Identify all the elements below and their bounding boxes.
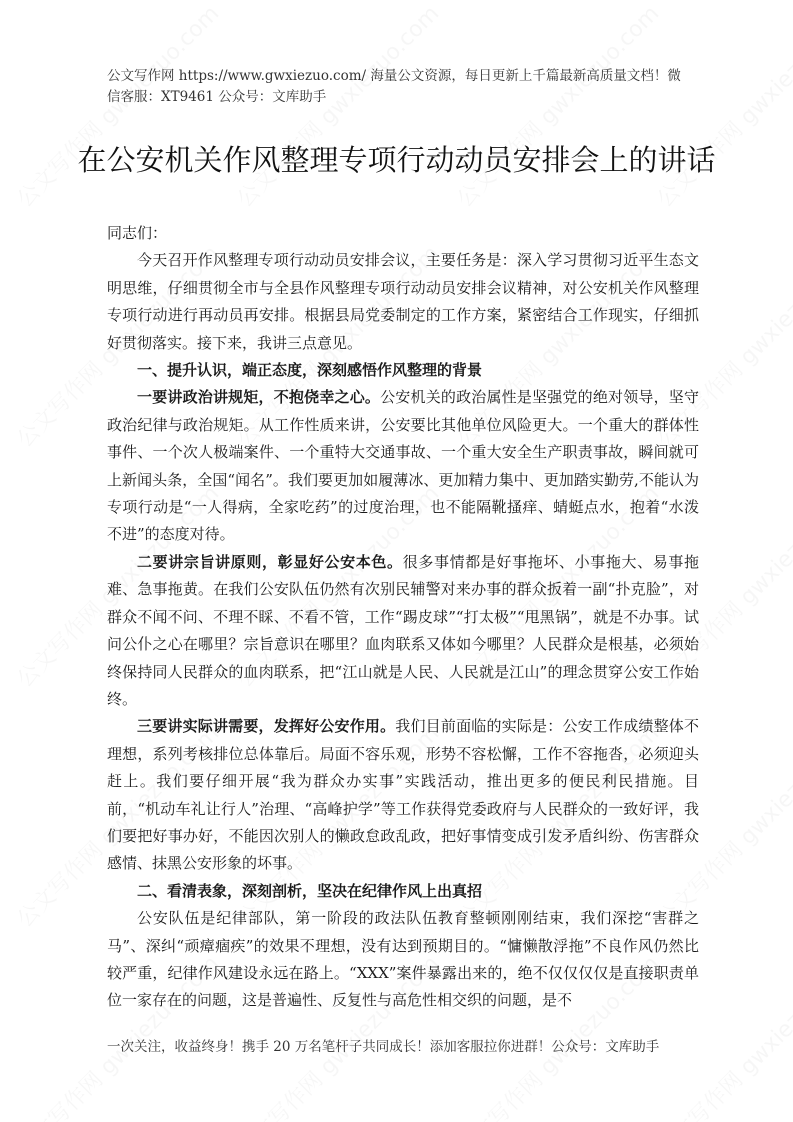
paragraph-lead: 二要讲宗旨讲原则，彰显好公安本色。 bbox=[137, 552, 403, 571]
paragraph-lead: 一要讲政治讲规矩，不抱侥幸之心。 bbox=[137, 388, 381, 407]
section-heading-1: 一、提升认识，端正态度，深刻感悟作风整理的背景 bbox=[137, 361, 483, 380]
paragraph-text: 很多事情都是好事拖坏、小事拖大、易事拖难、急事拖黄。在我们公安队伍仍然有次别民辅警对来办事的群众扳着一副“扑克脸”，对群众不闻不问、不理不睬、不看不管，工作“踢皮球”“打太极”“甩黑锅”，就是不办事。试问公仆之心在哪里？宗旨意识在哪里？血肉联系又体如今哪里？人民群众是根基，必须始终保持同人民群众的血肉联系，把“江山就是人民、人民就是江山”的理念贯穿公安工作始终。 bbox=[107, 552, 699, 708]
paragraph-lead: 三要讲实际讲需要，发挥好公安作用。 bbox=[137, 717, 396, 736]
paragraph-purpose bbox=[107, 549, 699, 713]
section-heading-2: 二、看清表象，深刻剖析，坚决在纪律作风上出真招 bbox=[137, 881, 483, 900]
document-title: 在公安机关作风整理专项行动动员安排会上的讲话 bbox=[77, 143, 716, 177]
paragraph-discipline: 公安队伍是纪律部队，第一阶段的政法队伍教育整顿刚刚结束，我们深挖“害群之马”、深纠“顽瘴痼疾”的效果不理想，没有达到预期目的。“慵懒散浮拖”不良作风仍然比较严重，纪律作风建设永远在路上。“XXX”案件暴露出来的，绝不仅仅仅仅是直接职责单位一家存在的问题，这是普遍性、反复性与高危性相交织的问题，是不 bbox=[107, 909, 699, 1010]
paragraph-practice bbox=[107, 713, 699, 877]
salutation: 同志们： bbox=[107, 224, 168, 242]
paragraph-intro: 今天召开作风整理专项行动动员安排会议，主要任务是：深入学习贯彻习近平生态文明思维，仔细贯彻全市与全县作风整理专项行动动员安排会议精神，对公安机关作风整理专项行动进行再动员再安排。根据县局党委制定的工作方案，紧密结合工作现实，仔细抓好贯彻落实。接下来，我讲三点意见。 bbox=[107, 251, 699, 352]
document-body bbox=[107, 220, 699, 1015]
page-header: 公文写作网 https://www.gwxiezuo.com/ 海量公文资源，每日更新上千篇最新高质量文档！微信客服：XT9461 公众号：文库助手 bbox=[107, 68, 681, 105]
paragraph-text: 我们目前面临的实际是：公安工作成绩整体不理想，系列考核排位总体靠后。局面不容乐观，形势不容松懈，工作不容拖沓，必须迎头赶上。我们要仔细开展“我为群众办实事”实践活动，推出更多的便民利民措施。目前，“机动车礼让行人”治理、“高峰护学”等工作获得党委政府与人民群众的一致好评，我们要把好事办好，不能因次别人的懒政怠政乱政，把好事情变成引发矛盾纠纷、伤害群众感情、抹黑公安形象的坏事。 bbox=[107, 717, 699, 873]
paragraph-text: 公安机关的政治属性是坚强党的绝对领导，坚守政治纪律与政治规矩。从工作性质来讲，公安要比其他单位风险更大。一个重大的群体性事件、一个次人极端案件、一个重特大交通事故、一个重大安全生产职责事故，瞬间就可上新闻头条，全国“闻名”。我们要更加如履薄冰、更加精力集中、更加踏实勤劳,不能认为专项行动是“一人得病，全家吃药”的过度治理，也不能隔靴搔痒、蜻蜓点水，抱着“水泼不进”的态度对待。 bbox=[107, 388, 699, 544]
paragraph-politics bbox=[107, 384, 699, 548]
page-footer: 一次关注，收益终身！携手 20 万名笔杆子共同成长！添加客服拉你进群！公众号：文库助手 bbox=[107, 1039, 660, 1055]
